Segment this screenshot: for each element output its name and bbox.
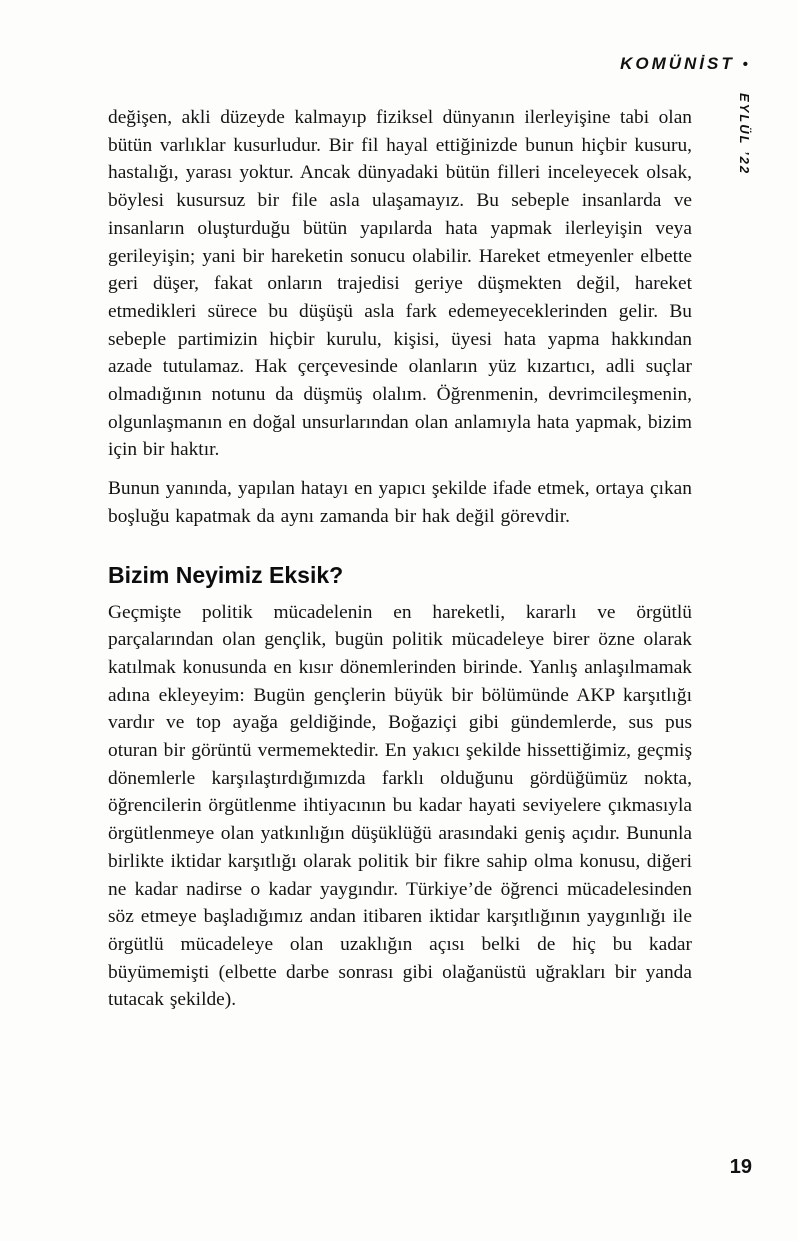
masthead <box>620 54 748 74</box>
masthead-bullet-icon: • <box>742 55 748 73</box>
masthead-title: KOMÜNİST <box>620 54 735 73</box>
paragraph: değişen, akli düzeyde kalmayıp fiziksel dünyanın ilerleyişine tabi olan bütün varlıklar kusurludur. Bir fil hayal ettiğinizde bunun hiçbir kusuru, hastalığı, yarası yoktur. Ancak dünyadaki bütün filleri inceleyecek olsak, böylesi kusursuz bir file asla ulaşamayız. Bu sebeple insanlarda ve insanların oluşturduğu bütün yapılarda hata yapmak ilerleyişin veya gerileyişin; yani bir hareketin sonucu olabilir. Hareket etmeyenler elbette geri düşer, fakat onların trajedisi geriye düşmekten değil, hareket etmedikleri sürece bu düşüşü asla fark edemeyeceklerinden gelir. Bu sebeple partimizin hiçbir kurulu, kişisi, üyesi hata yapma hakkından azade tutulamaz. Hak çerçevesinde olanların yüz kızartıcı, adli suçlar olmadığının notunu da düşmüş olalım. Öğrenmenin, devrimcileşmenin, olgunlaşmanın en doğal unsurlarından olan anlamıyla hata yapmak, bizim için bir haktır. <box>108 107 692 461</box>
paragraph: Bunun yanında, yapılan hatayı en yapıcı şekilde ifade etmek, ortaya çıkan boşluğu kapatmak da aynı zamanda bir hak değil görevdir. <box>108 478 692 527</box>
paragraph: Geçmişte politik mücadelenin en hareketli, kararlı ve örgütlü parçalarından olan gençlik, bugün politik mücadeleye birer özne olarak katılmak konusunda en kısır dönemlerinden birinde. Yanlış anlaşılmamak adına ekleyeyim: Bugün gençlerin büyük bir bölümünde AKP karşıtlığı vardır ve top ayağa geldiğinde, Boğaziçi gibi gündemlerde, sus pus oturan bir görüntü vermemektedir. En yakıcı şekilde hissettiğimiz, geçmiş dönemlerle karşılaştırdığımızda farklı olduğunu gördüğümüz nokta, öğrencilerin örgütlenme ihtiyacının bu kadar hayati seviyelere çıkmasıyla örgütlenmeye olan yatkınlığın düşüklüğü arasındaki geniş açıdır. Bununla birlikte iktidar karşıtlığı olarak politik bir fikre sahip olma konusu, diğeri ne kadar nadirse o kadar yaygındır. Türkiye’de öğrenci mücadelesinden söz etmeye başladığımız andan itibaren iktidar karşıtlığının yaygınlığı ile örgütlü mücadeleye olan uzaklığın açısı belki de hiç bu kadar büyümemişti (elbette darbe sonrası gibi olağanüstü uğrakları bir yanda tutacak şekilde). <box>108 601 692 1011</box>
section-heading: Bizim Neyimiz Eksik? <box>108 561 344 588</box>
page-number: 19 <box>729 1156 752 1178</box>
issue-side-label: EYLÜL ’22 <box>737 93 752 176</box>
article-body <box>108 104 692 1025</box>
